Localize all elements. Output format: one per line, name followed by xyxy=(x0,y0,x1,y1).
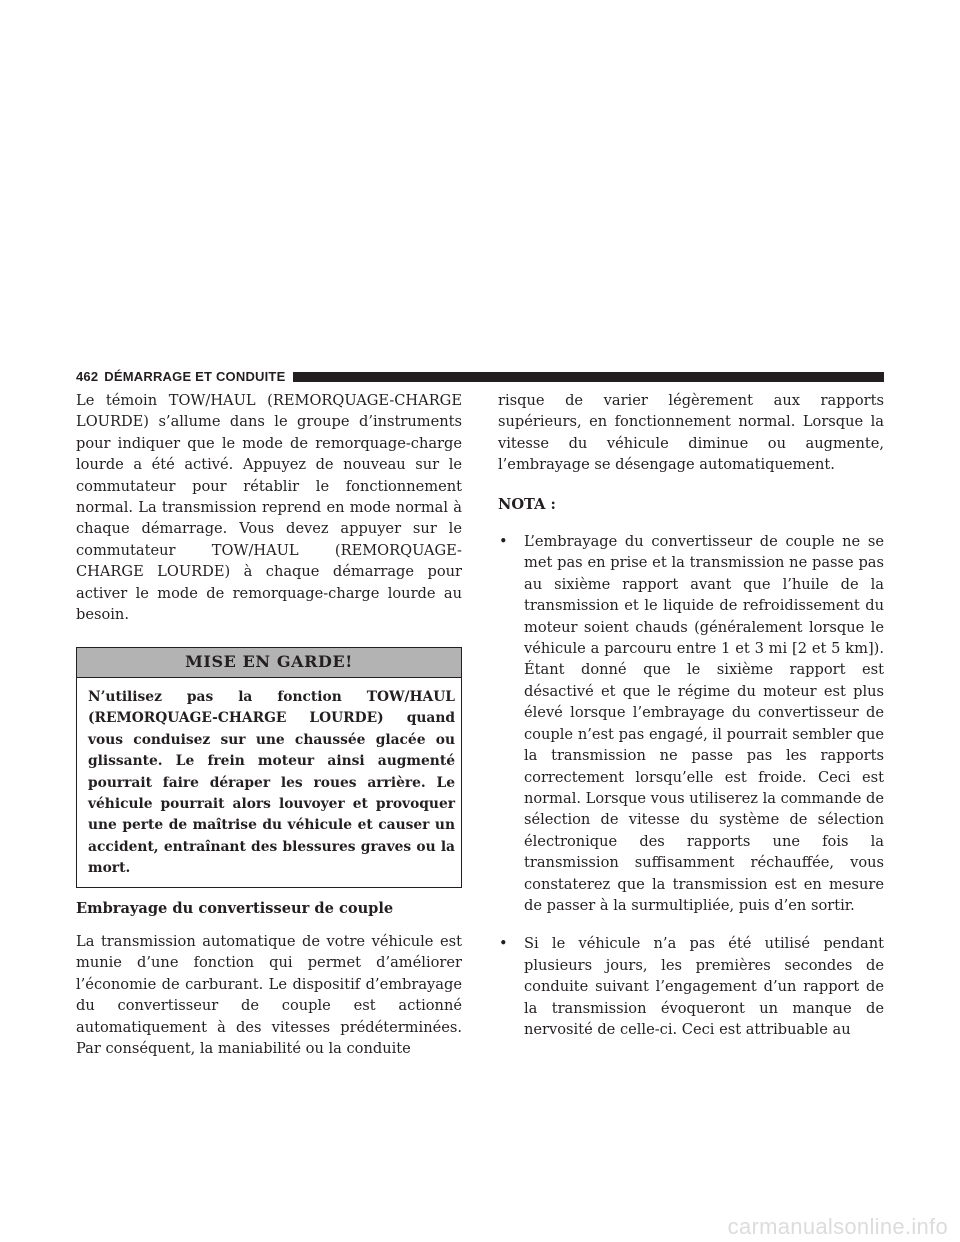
nota-label: NOTA : xyxy=(498,495,556,513)
bullet-icon: • xyxy=(499,935,508,953)
bullet-icon: • xyxy=(499,533,508,551)
list-item xyxy=(498,531,884,916)
list-item-text: L’embrayage du convertisseur de couple ne se met pas en prise et la transmission ne passe pas au sixième rapport avant que l’huile de la transmission et le liquide de refroidissement du moteur soient chauds (généralement lorsque le véhicule a parcouru entre 1 et 3 mi [2 et 5 km]). Étant donné que le sixième rapport est désactivé et que le régime du moteur est plus élevé lorsque l’embrayage du convertisseur de couple n’est pas engagé, il pourrait sembler que la transmission ne passe pas les rapports correctement lorsqu’elle est froide. Ceci est normal. Lorsque vous utiliserez la commande de sélection de vitesse du système de sélection électronique des rapports une fois la transmission suffisamment réchauffée, vous constaterez que la transmission est en mesure de passer à la surmultipliée, puis d’en sortir. xyxy=(524,533,884,914)
section-title: DÉMARRAGE ET CONDUITE xyxy=(104,368,286,384)
right-column xyxy=(498,390,884,1040)
watermark: carmanualsonline.info xyxy=(727,1214,948,1239)
header-rule xyxy=(293,372,884,382)
warning-title: MISE EN GARDE! xyxy=(77,648,461,677)
warning-box xyxy=(76,647,462,887)
list-item xyxy=(498,933,884,1040)
page-header xyxy=(76,366,884,386)
converter-clutch-heading: Embrayage du convertisseur de couple xyxy=(76,899,394,917)
page-number: 462 xyxy=(76,368,99,384)
converter-clutch-paragraph: La transmission automatique de votre véhicule est munie d’une fonction qui permet d’améliorer l’économie de carburant. Le dispositif d’embrayage du convertisseur de couple est actionné automatiquement à des vitesses prédéterminées. Par conséquent, la maniabilité ou la conduite xyxy=(76,932,462,1057)
tow-haul-paragraph: Le témoin TOW/HAUL (REMORQUAGE-CHARGE LOURDE) s’allume dans le groupe d’instruments pour indiquer que le mode de remorquage-charge lourde a été activé. Appuyez de nouveau sur le commutateur pour rétablir le fonctionnement normal. La transmission reprend en mode normal à chaque démarrage. Vous devez appuyer sur le commutateur TOW/HAUL (REMORQUAGE-CHARGE LOURDE) à chaque démarrage pour activer le mode de remorquage-charge lourde au besoin. xyxy=(76,392,462,624)
left-column xyxy=(76,390,462,1059)
list-item-text: Si le véhicule n’a pas été utilisé pendant plusieurs jours, les premières secondes de conduite suivant l’engagement d’un rapport de la transmission évoqueront un manque de nervosité de celle-ci. Ceci est attribuable au xyxy=(524,935,884,1038)
warning-text: N’utilisez pas la fonction TOW/HAUL (REMORQUAGE-CHARGE LOURDE) quand vous conduisez sur une chaussée glacée ou glissante. Le frein moteur ainsi augmenté pourrait faire déraper les roues arrière. Le véhicule pourrait alors louvoyer et provoquer une perte de maîtrise du véhicule et causer un accident, entraînant des blessures graves ou la mort. xyxy=(88,688,455,877)
header-text xyxy=(76,369,293,384)
continued-paragraph: risque de varier légèrement aux rapports supérieurs, en fonctionnement normal. Lorsque la vitesse du véhicule diminue ou augmente, l’embrayage se désengage automatiquement. xyxy=(498,392,884,474)
